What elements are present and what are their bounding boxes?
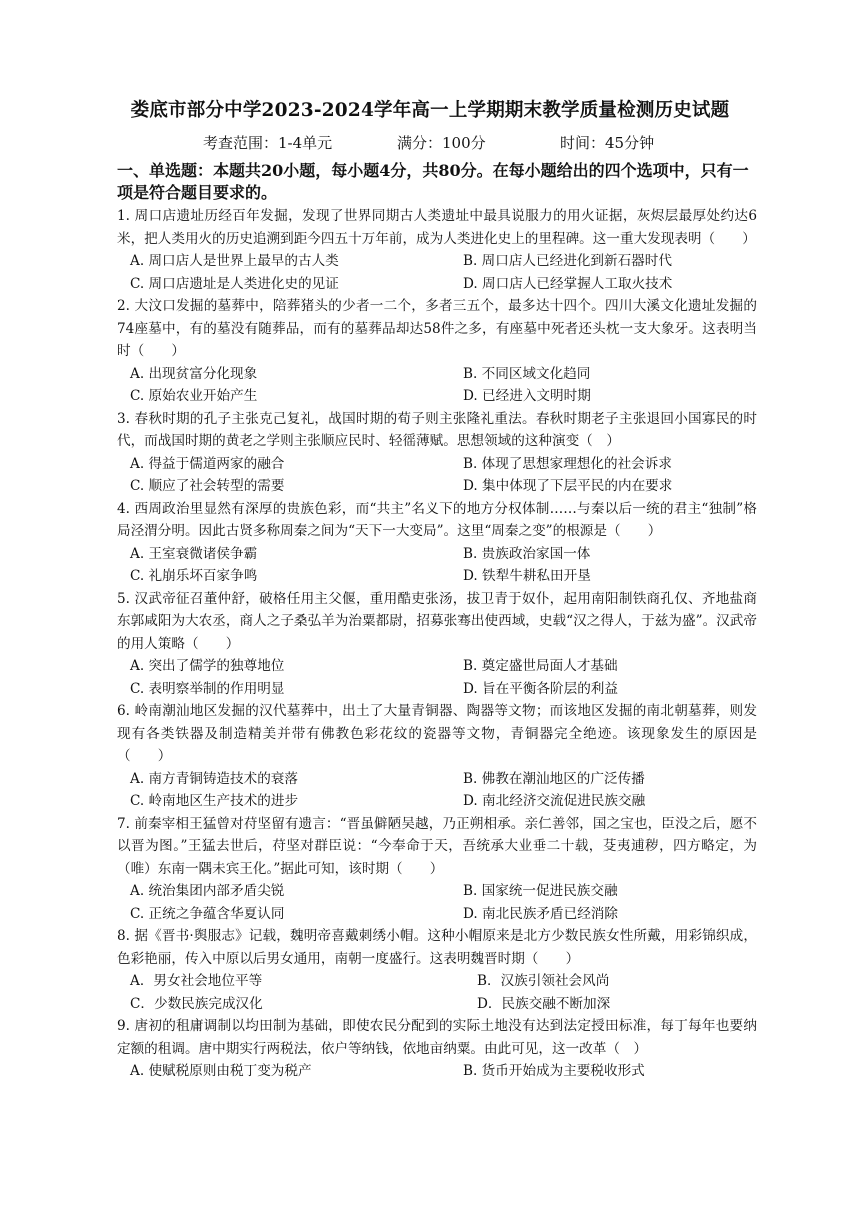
option-b: B. 贵族政治家国一体 <box>463 545 591 562</box>
option-d: D. 南北民族矛盾已经消除 <box>463 905 618 922</box>
option-c: C. 礼崩乐坏百家争鸣 <box>130 568 258 584</box>
question-text: 4. 西周政治里显然有深厚的贵族色彩，而“共主”名义下的地方分权体制……与秦以后一统的君主“独制”格局泾渭分明。因此古贤多称周秦之间为“天下一大变局”。这里“周秦之变”的根源是（ ） <box>117 500 757 539</box>
question-options <box>117 543 757 588</box>
option-c: C. 周口店遗址是人类进化史的见证 <box>130 275 339 292</box>
option-d: D. 铁犁牛耕私田开垦 <box>463 568 591 584</box>
option-d: D. 周口店人已经掌握人工取火技术 <box>463 275 673 292</box>
option-b: B. 国家统一促进民族交融 <box>463 883 618 899</box>
option-d: D. 已经进入文明时期 <box>463 388 591 404</box>
option-a: A. 得益于儒道两家的融合 <box>130 455 285 472</box>
question-text: 3. 春秋时期的孔子主张克己复礼，战国时期的荀子则主张隆礼重法。春秋时期老子主张退回小国寡民的时代，而战国时期的黄老之学则主张顺应民时、轻徭薄赋。思想领域的这种演变（ ） <box>117 410 757 449</box>
exam-score: 满分：100分 <box>397 134 486 152</box>
section-heading: 一、单选题：本题共20小题，每小题4分，共80分。在每小题给出的四个选项中，只有一项是符合题目要求的。 <box>117 161 749 202</box>
option-a: A. 周口店人是世界上最早的古人类 <box>130 253 339 269</box>
question-9 <box>117 1015 757 1083</box>
question-text: 7. 前秦宰相王猛曾对苻坚留有遗言：“晋虽僻陋吴越，乃正朔相承。亲仁善邻，国之宝也，臣没之后，愿不以晋为图。”王猛去世后，苻坚对群臣说：“今奉命于天，吾统承大业垂二十载，芟夷逋秽，四方略定，为（唯）东南一隅未宾王化。”据此可知，该时期（ ） <box>117 815 757 877</box>
question-text: 5. 汉武帝征召董仲舒，破格任用主父偃，重用酷吏张汤，拔卫青于奴仆，起用南阳制铁商孔仅、齐地盐商东郭咸阳为大农丞，商人之子桑弘羊为治粟都尉，招募张骞出使西域，史载“汉之得人，于兹为盛”。汉武帝的用人策略（ ） <box>117 590 757 652</box>
option-b: B．汉族引领社会风尚 <box>477 973 610 989</box>
question-options <box>117 880 757 925</box>
option-a: A. 王室衰微诸侯争霸 <box>130 545 258 562</box>
option-a: A．男女社会地位平等 <box>130 973 263 989</box>
question-text: 2. 大汶口发掘的墓葬中，陪葬猪头的少者一二个，多者三五个，最多达十四个。四川大溪文化遗址发掘的74座墓中，有的墓没有随葬品，而有的墓葬品却达58件之多，有座墓中死者还头枕一支大象牙。这表明当时（ ） <box>117 298 757 359</box>
question-options <box>117 250 757 295</box>
option-a: A. 南方青铜铸造技术的衰落 <box>130 770 298 787</box>
page-title: 娄底市部分中学2023-2024学年高一上学期期末教学质量检测历史试题 <box>130 100 730 121</box>
question-text: 1. 周口店遗址历经百年发掘，发现了世界同期古人类遗址中最具说服力的用火证据，灰烬层最厚处约达6米，把人类用火的历史追溯到距今四五十万年前，成为人类进化史上的里程碑。这一重大发现表明（ ） <box>117 208 757 247</box>
option-c: C. 原始农业开始产生 <box>130 388 258 404</box>
option-c: C. 顺应了社会转型的需要 <box>130 478 285 494</box>
question-text: 6. 岭南潮汕地区发掘的汉代墓葬中，出土了大量青铜器、陶器等文物；而该地区发掘的南北朝墓葬，则发现有各类铁器及制造精美并带有佛教色彩花纹的瓷器等文物，青铜器完全绝迹。该现象发生的原因是（ ） <box>117 703 757 764</box>
question-7 <box>117 813 757 926</box>
question-1 <box>117 205 757 295</box>
question-text: 9. 唐初的租庸调制以均田制为基础，即使农民分配到的实际土地没有达到法定授田标准，每丁每年也要纳定额的租调。唐中期实行两税法，依户等纳钱，依地亩纳粟。由此可见，这一改革（ ） <box>117 1018 757 1057</box>
question-options <box>117 1060 757 1083</box>
question-6 <box>117 700 757 813</box>
exam-time: 时间：45分钟 <box>560 134 655 152</box>
option-d: D. 南北经济交流促进民族交融 <box>463 793 646 809</box>
option-d: D．民族交融不断加深 <box>477 995 611 1012</box>
option-c: C. 正统之争蕴含华夏认同 <box>130 905 285 922</box>
option-b: B. 周口店人已经进化到新石器时代 <box>463 253 672 269</box>
exam-scope: 考查范围：1-4单元 <box>203 134 333 152</box>
exam-meta <box>0 132 860 156</box>
question-options <box>117 453 757 498</box>
question-2 <box>117 295 757 408</box>
option-a: A. 突出了儒学的独尊地位 <box>130 658 285 674</box>
question-options <box>117 655 757 700</box>
option-b: B. 体现了思想家理想化的社会诉求 <box>463 455 672 472</box>
question-4 <box>117 498 757 588</box>
question-options <box>117 970 757 1015</box>
option-d: D. 旨在平衡各阶层的利益 <box>463 680 618 697</box>
option-a: A. 使赋税原则由税丁变为税产 <box>130 1063 312 1079</box>
option-a: A. 出现贫富分化现象 <box>130 365 258 382</box>
question-text: 8. 据《晋书·舆服志》记载，魏明帝喜戴刺绣小帽。这种小帽原来是北方少数民族女性所戴，用彩锦织成，色彩艳丽，传入中原以后男女通用，南朝一度盛行。这表明魏晋时期（ ） <box>117 928 757 967</box>
option-b: B. 奠定盛世局面人才基础 <box>463 658 618 674</box>
option-a: A. 统治集团内部矛盾尖锐 <box>130 883 285 899</box>
question-list <box>117 205 757 1083</box>
question-5 <box>117 588 757 701</box>
question-3 <box>117 408 757 498</box>
question-8 <box>117 925 757 1015</box>
option-c: C．少数民族完成汉化 <box>130 995 263 1012</box>
option-b: B. 不同区域文化趋同 <box>463 365 591 382</box>
option-c: C. 岭南地区生产技术的进步 <box>130 793 299 809</box>
option-c: C. 表明察举制的作用明显 <box>130 680 285 697</box>
option-b: B. 佛教在潮汕地区的广泛传播 <box>463 770 645 787</box>
question-options <box>117 363 757 408</box>
question-options <box>117 768 757 813</box>
option-d: D. 集中体现了下层平民的内在要求 <box>463 478 673 494</box>
option-b: B. 货币开始成为主要税收形式 <box>463 1063 645 1079</box>
